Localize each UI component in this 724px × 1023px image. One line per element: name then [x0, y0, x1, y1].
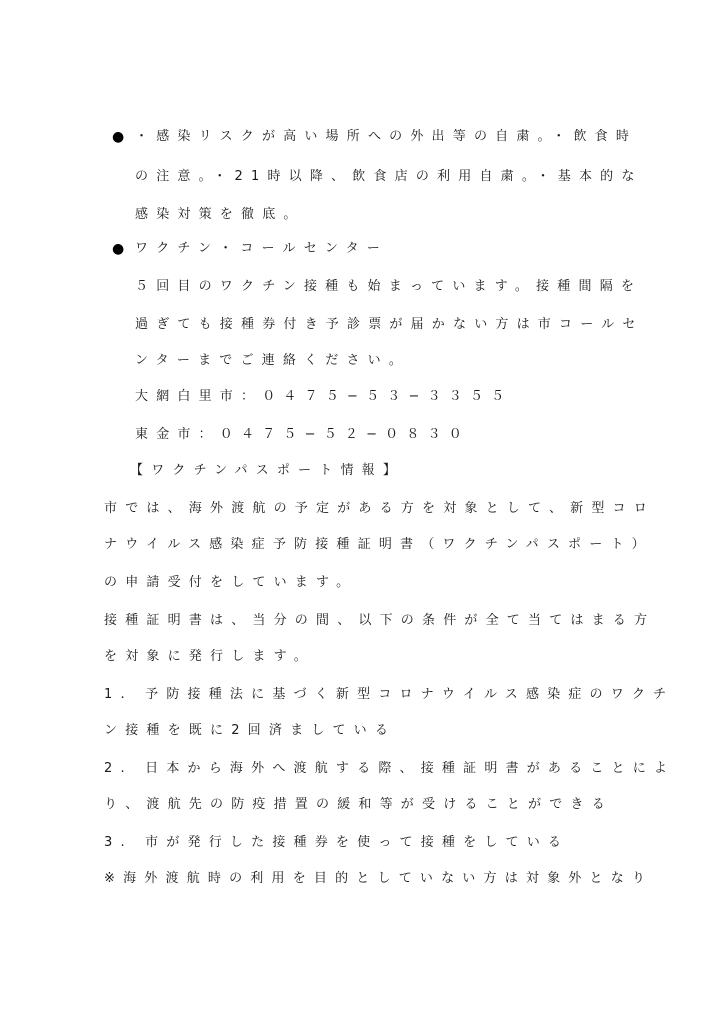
call-center-heading: ワクチン・コールセンター [135, 241, 388, 256]
passport-line-2: ナウイルス感染症予防接種証明書（ワクチンパスポート） [104, 537, 653, 552]
phone-togane: 東金市：０４７５−５２−０８３０ [135, 427, 470, 442]
condition-1-line-2: ン接種を既に2回済ましている [104, 723, 397, 738]
call-center-line-3: ンターまでご連絡ください。 [135, 353, 411, 368]
bullet-marker: ● [112, 129, 125, 145]
bullet1-line-2: の注意。・21時以降、飲食店の利用自粛。・基本的な [135, 169, 643, 184]
passport-line-1: 市では、海外渡航の予定がある方を対象として、新型コロ [104, 501, 655, 516]
bullet-marker: ● [112, 241, 125, 257]
condition-1-line-1: 1. 予防接種法に基づく新型コロナウイルス感染症のワクチ [104, 687, 675, 702]
passport-heading: 【ワクチンパスポート情報】 [130, 463, 405, 478]
condition-2-line-2: り、渡航先の防疫措置の緩和等が受けることができる [104, 797, 613, 812]
note-line: ※海外渡航時の利用を目的としていない方は対象外となり [104, 871, 654, 886]
passport-line-4: 接種証明書は、当分の間、以下の条件が全て当てはまる方 [104, 613, 656, 628]
condition-3: 3. 市が発行した接種券を使って接種をしている [104, 835, 570, 850]
passport-line-5: を対象に発行します。 [104, 649, 315, 664]
condition-2-line-1: 2. 日本から海外へ渡航する際、接種証明書があることによ [104, 761, 676, 776]
bullet1-line-3: 感染対策を徹底。 [135, 207, 305, 222]
passport-line-3: の申請受付をしています。 [104, 575, 358, 590]
call-center-line-1: ５回目のワクチン接種も始まっています。接種間隔を [135, 279, 643, 294]
call-center-line-2: 過ぎても接種券付き予診票が届かない方は市コールセ [135, 317, 644, 332]
bullet1-line-1: ・感染リスクが高い場所への外出等の自粛。・飲食時 [135, 129, 638, 144]
phone-oamishirasato: 大網白里市：０４７５−５３−３３５５ [135, 389, 513, 404]
